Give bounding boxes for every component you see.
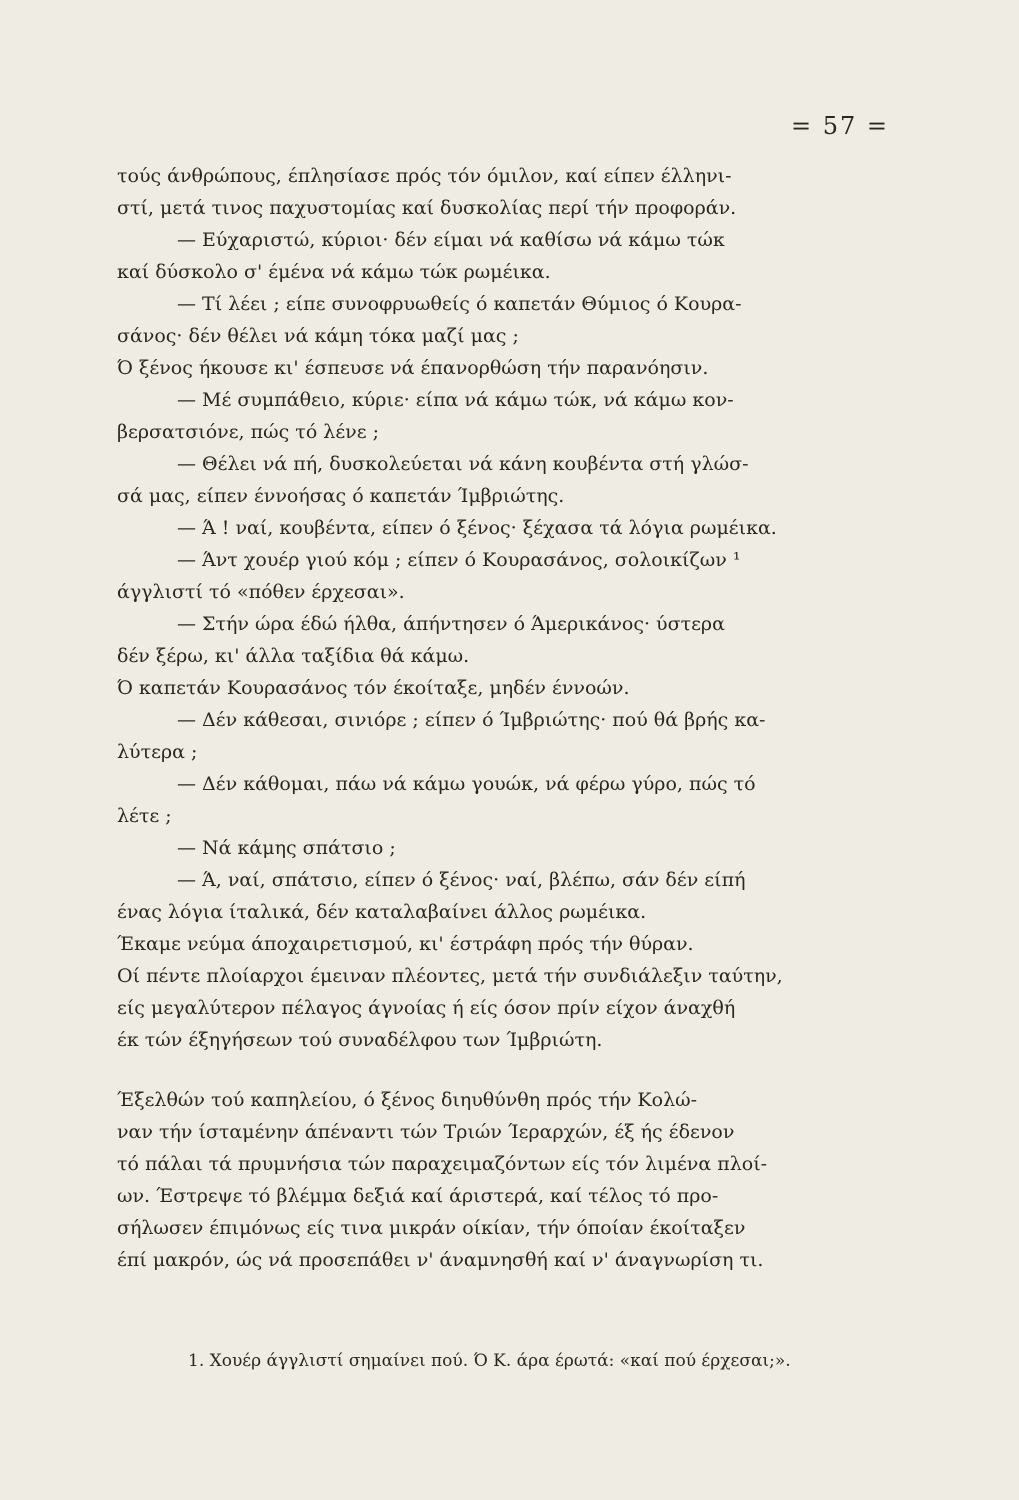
text-line: ων. Έστρεψε τό βλέμμα δεξιά καί άριστερά, καί τέλος τό προ- [117,1185,719,1207]
text-line: άγγλιστί τό «πόθεν έρχεσαι». [117,581,405,603]
text-line: δέν ξέρω, κι' άλλα ταξίδια θά κάμω. [117,645,470,667]
text-line: Ό καπετάν Κουρασάνος τόν έκοίταξε, μηδέν έννοών. [117,677,630,699]
text-line: — Εύχαριστώ, κύριοι· δέν είμαι νά καθίσω νά κάμω τώκ [177,229,725,251]
text-line: λέτε ; [117,805,172,827]
text-line: έκ τών έξηγήσεων τού συναδέλφου των Ίμβριώτη. [117,1029,603,1051]
text-line: καί δύσκολο σ' έμένα νά κάμω τώκ ρωμέικα. [117,261,551,283]
body-text [117,160,877,1276]
text-line: ένας λόγια ίταλικά, δέν καταλαβαίνει άλλος ρωμέικα. [117,901,647,923]
text-line: Οί πέντε πλοίαρχοι έμειναν πλέοντες, μετά τήν συνδιάλεξιν ταύτην, [117,965,783,987]
text-line: σήλωσεν έπιμόνως είς τινα μικράν οίκίαν, τήν όποίαν έκοίταξεν [117,1217,746,1239]
text-line: — Ά ! ναί, κουβέντα, είπεν ό ξένος· ξέχασα τά λόγια ρωμέικα. [177,517,777,539]
text-line: είς μεγαλύτερον πέλαγος άγνοίας ή είς όσον πρίν είχον άναχθή [117,997,736,1019]
footnote: 1. Χουέρ άγγλιστί σημαίνει πού. Ό Κ. άρα έρωτά: «καί πού έρχεσαι;». [188,1351,791,1371]
text-line: τό πάλαι τά πρυμνήσια τών παραχειμαζόντων είς τόν λιμένα πλοί- [117,1153,768,1175]
text-line: έπί μακρόν, ώς νά προσεπάθει ν' άναμνησθή καί ν' άναγνωρίση τι. [117,1249,764,1271]
text-line: — Δέν κάθομαι, πάω νά κάμω γουώκ, νά φέρω γύρο, πώς τό [177,773,756,795]
text-line: — Νά κάμης σπάτσιο ; [177,837,396,859]
text-line: σά μας, είπεν έννοήσας ό καπετάν Ίμβριώτης. [117,485,565,507]
text-line: Έκαμε νεύμα άποχαιρετισμού, κι' έστράφη πρός τήν θύραν. [117,933,694,955]
text-line: Ό ξένος ήκουσε κι' έσπευσε νά έπανορθώση τήν παρανόησιν. [117,357,709,379]
text-line: — Μέ συμπάθειο, κύριε· είπα νά κάμω τώκ, νά κάμω κον- [177,389,734,411]
text-line: — Ά, ναί, σπάτσιο, είπεν ό ξένος· ναί, βλέπω, σάν δέν είπή [177,869,746,891]
text-line: σάνος· δέν θέλει νά κάμη τόκα μαζί μας ; [117,325,519,347]
text-line: — Δέν κάθεσαι, σινιόρε ; είπεν ό Ίμβριώτης· πού θά βρής κα- [177,709,766,731]
text-line: στί, μετά τινος παχυστομίας καί δυσκολίας περί τήν προφοράν. [117,197,737,219]
text-line: τούς άνθρώπους, έπλησίασε πρός τόν όμιλον, καί είπεν έλληνι- [117,165,732,187]
page-number: = 57 = [790,112,889,140]
text-line: ναν τήν ίσταμένην άπέναντι τών Τριών Ίεραρχών, έξ ής έδενον [117,1121,735,1143]
text-line: λύτερα ; [117,741,198,763]
text-line: — Τί λέει ; είπε συνοφρυωθείς ό καπετάν Θύμιος ό Κουρα- [177,293,742,315]
text-line: βερσατσιόνε, πώς τό λένε ; [117,421,380,443]
text-line: — Στήν ώρα έδώ ήλθα, άπήντησεν ό Άμερικάνος· ύστερα [177,613,725,635]
text-line: Έξελθών τού καπηλείου, ό ξένος διηυθύνθη πρός τήν Κολώ- [117,1089,698,1111]
paragraph-gap [117,1056,877,1084]
text-line: — Θέλει νά πή, δυσκολεύεται νά κάνη κουβέντα στή γλώσ- [177,453,749,475]
text-line: — Άντ χουέρ γιού κόμ ; είπεν ό Κουρασάνος, σολοικίζων ¹ [177,549,741,571]
